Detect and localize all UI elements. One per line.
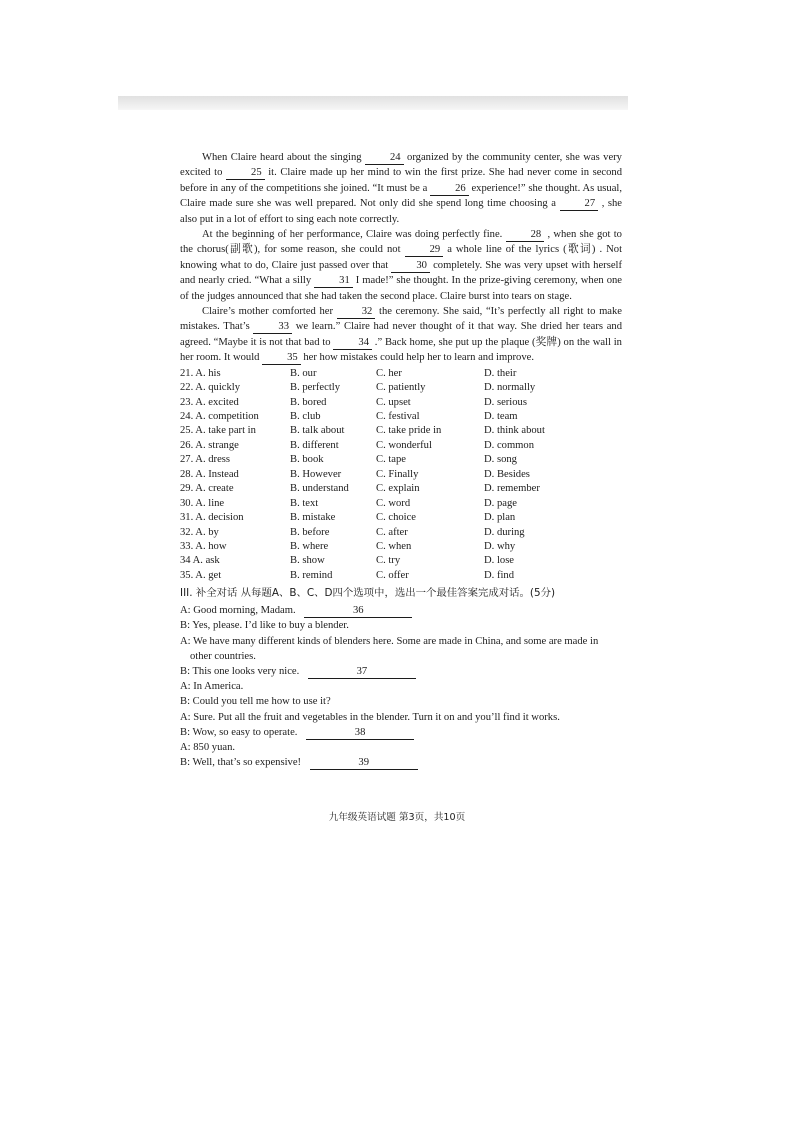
passage-text: At the beginning of her performance, Claire was doing perfectly fine. — [202, 229, 503, 241]
passage-paragraph-2 — [180, 227, 622, 304]
option-choice: C. upset — [376, 396, 411, 408]
option-choice: D. serious — [484, 396, 527, 408]
option-row — [180, 453, 622, 467]
scan-edge-shadow — [118, 96, 628, 110]
option-row — [180, 526, 622, 540]
option-choice: B. where — [290, 540, 329, 552]
page-footer: 九年级英语试题 第3页，共10页 — [328, 812, 466, 823]
blank-24: 24 — [365, 152, 404, 165]
option-choice: B. before — [290, 526, 330, 538]
passage-text: .” Back home, she put up the plaque (奖牌) on the wall in her room. It would — [180, 336, 622, 364]
dialogue-line — [180, 725, 622, 740]
option-choice: D. lose — [484, 555, 515, 567]
passage-text: When Claire heard about the singing — [202, 152, 362, 163]
dialogue-line: A: In America. — [180, 681, 244, 693]
passage-text: we learn.” Claire had never thought of it that way. She dried her tears and agreed. “Maybe it is not that bad to — [180, 321, 622, 348]
blank-32: 32 — [337, 306, 376, 319]
option-choice: C. offer — [376, 569, 409, 581]
option-choice: B. understand — [290, 483, 349, 495]
passage-text: her how mistakes could help her to learn and improve. — [303, 352, 535, 364]
option-choice: 30. A. line — [180, 497, 225, 509]
blank-25: 25 — [226, 167, 265, 180]
dialogue-line — [180, 603, 622, 618]
option-row — [180, 511, 622, 525]
option-choice: D. common — [484, 439, 535, 451]
option-choice: C. tape — [376, 454, 407, 466]
option-choice: 24. A. competition — [180, 411, 259, 422]
option-choice: 35. A. get — [180, 569, 222, 581]
option-choice: B. mistake — [290, 512, 336, 524]
option-choice: C. word — [376, 497, 411, 509]
blank-29: 29 — [405, 244, 444, 257]
option-row — [180, 554, 622, 568]
option-choice: D. why — [484, 540, 516, 552]
dialogue-line — [180, 664, 622, 679]
option-row — [180, 410, 622, 424]
blank-35: 35 — [262, 352, 301, 365]
blank-26: 26 — [430, 183, 469, 196]
option-choice: B. text — [290, 497, 319, 509]
option-choice: D. Besides — [484, 468, 530, 480]
dialogue-line: A: We have many different kinds of blenders here. Some are made in China, and some are made in — [180, 635, 599, 647]
option-choice: B. bored — [290, 396, 327, 408]
option-choice: C. after — [376, 526, 408, 538]
option-choice: B. our — [290, 367, 317, 379]
option-choice: B. show — [290, 555, 325, 567]
option-row — [180, 569, 622, 583]
option-choice: D. plan — [484, 512, 516, 524]
passage-text: experience!” she thought. As usual, Claire made sure she was well prepared. Not only did she spend long time choosing a — [180, 182, 622, 210]
option-choice: 33. A. how — [180, 540, 227, 552]
option-choice: C. choice — [376, 512, 417, 524]
dialogue-line: B: Could you tell me how to use it? — [180, 696, 331, 708]
blank-31: 31 — [314, 275, 353, 288]
section-3-heading: III. 补全对话 从每题A、B、C、D四个选项中，选出一个最佳答案完成对话。(5分) — [180, 587, 556, 600]
option-choice: B. perfectly — [290, 382, 341, 394]
dialogue-blank-36: 36 — [304, 605, 412, 618]
passage-paragraph-3 — [180, 304, 622, 366]
option-row — [180, 424, 622, 438]
passage-text: a whole line of the lyrics (歌词) . Not knowing what to do, Claire just passed over that — [180, 244, 623, 271]
option-choice: C. try — [376, 555, 401, 567]
dialogue-text: A: Good morning, Madam. — [180, 605, 296, 617]
blank-28: 28 — [506, 229, 545, 242]
option-row — [180, 381, 622, 395]
option-choice: D. page — [484, 497, 517, 509]
dialogue-blank-37: 37 — [308, 666, 416, 679]
option-row — [180, 367, 622, 381]
option-choice: 26. A. strange — [180, 439, 239, 451]
passage-text: I made!” she thought. In the prize-giving ceremony, when one of the judges announced that she had taken the second place. Claire burst into tears on stage. — [180, 275, 623, 302]
option-choice: C. take pride in — [376, 425, 442, 437]
option-choice: C. explain — [376, 483, 420, 495]
option-choice: B. different — [290, 439, 339, 451]
passage-text: organized by the community center, she was very excited to — [180, 152, 622, 179]
option-choice: C. her — [376, 367, 402, 379]
option-choice: C. wonderful — [376, 439, 432, 451]
dialogue-text: B: Wow, so easy to operate. — [180, 726, 298, 738]
dialogue — [180, 603, 622, 770]
dialogue-text: B: Well, that’s so expensive! — [180, 757, 302, 769]
option-choice: 27. A. dress — [180, 454, 231, 466]
option-row — [180, 497, 622, 511]
option-choice: 32. A. by — [180, 526, 219, 538]
dialogue-line: B: Yes, please. I’d like to buy a blender. — [180, 620, 349, 632]
passage-text: , she also put in a lot of effort to sing each note correctly. — [180, 198, 623, 225]
option-choice: B. book — [290, 454, 324, 466]
option-choice: D. remember — [484, 483, 540, 495]
option-choice: B. club — [290, 411, 321, 422]
dialogue-line — [180, 755, 622, 770]
passage-text: Claire’s mother comforted her — [202, 306, 334, 318]
option-choice: 21. A. his — [180, 367, 221, 379]
option-choice: 28. A. Instead — [180, 468, 239, 480]
blank-27: 27 — [560, 198, 599, 211]
option-row — [180, 482, 622, 496]
option-choice: D. their — [484, 367, 517, 379]
option-choice: C. patiently — [376, 382, 426, 394]
option-choice: C. when — [376, 540, 412, 552]
passage-text: , when she got to the chorus(副歌), for some reason, she could not — [180, 229, 622, 256]
option-choice: 29. A. create — [180, 483, 234, 495]
option-row — [180, 468, 622, 482]
option-choice: B. However — [290, 468, 342, 480]
option-choice: 23. A. excited — [180, 396, 239, 408]
option-choice: D. normally — [484, 382, 536, 394]
dialogue-blank-39: 39 — [310, 757, 418, 770]
option-choice: D. during — [484, 526, 525, 538]
option-row — [180, 439, 622, 453]
option-choice: C. festival — [376, 411, 420, 422]
blank-30: 30 — [391, 260, 430, 273]
passage-text: it. Claire made up her mind to win the first prize. She had never come in second before in any of the competitions she joined. “It must be a — [180, 167, 623, 194]
answer-options-grid — [180, 367, 622, 584]
option-choice: D. team — [484, 411, 518, 422]
option-choice: 34 A. ask — [180, 555, 220, 567]
option-choice: 22. A. quickly — [180, 382, 241, 394]
passage-text: the ceremony. She said, “It’s perfectly all right to make mistakes. That’s — [180, 306, 623, 333]
option-choice: B. remind — [290, 569, 333, 581]
dialogue-line: A: Sure. Put all the fruit and vegetables in the blender. Turn it on and you’ll find it works. — [180, 711, 560, 723]
dialogue-text: B: This one looks very nice. — [180, 666, 300, 678]
dialogue-blank-38: 38 — [306, 727, 414, 740]
blank-34: 34 — [333, 337, 372, 350]
blank-33: 33 — [253, 321, 292, 334]
option-choice: D. think about — [484, 425, 545, 437]
option-row — [180, 540, 622, 554]
dialogue-line: A: 850 yuan. — [180, 742, 236, 754]
option-choice: 31. A. decision — [180, 512, 244, 524]
option-choice: D. song — [484, 454, 517, 466]
option-choice: C. Finally — [376, 468, 419, 480]
dialogue-line: other countries. — [190, 650, 256, 662]
option-choice: D. find — [484, 569, 515, 581]
exam-page-content — [180, 150, 622, 770]
option-choice: B. talk about — [290, 425, 345, 437]
option-row — [180, 396, 622, 410]
passage-text: completely. She was very upset with herself and nearly cried. “What a silly — [180, 259, 623, 287]
option-choice: 25. A. take part in — [180, 425, 256, 437]
passage-paragraph-1 — [180, 150, 622, 227]
